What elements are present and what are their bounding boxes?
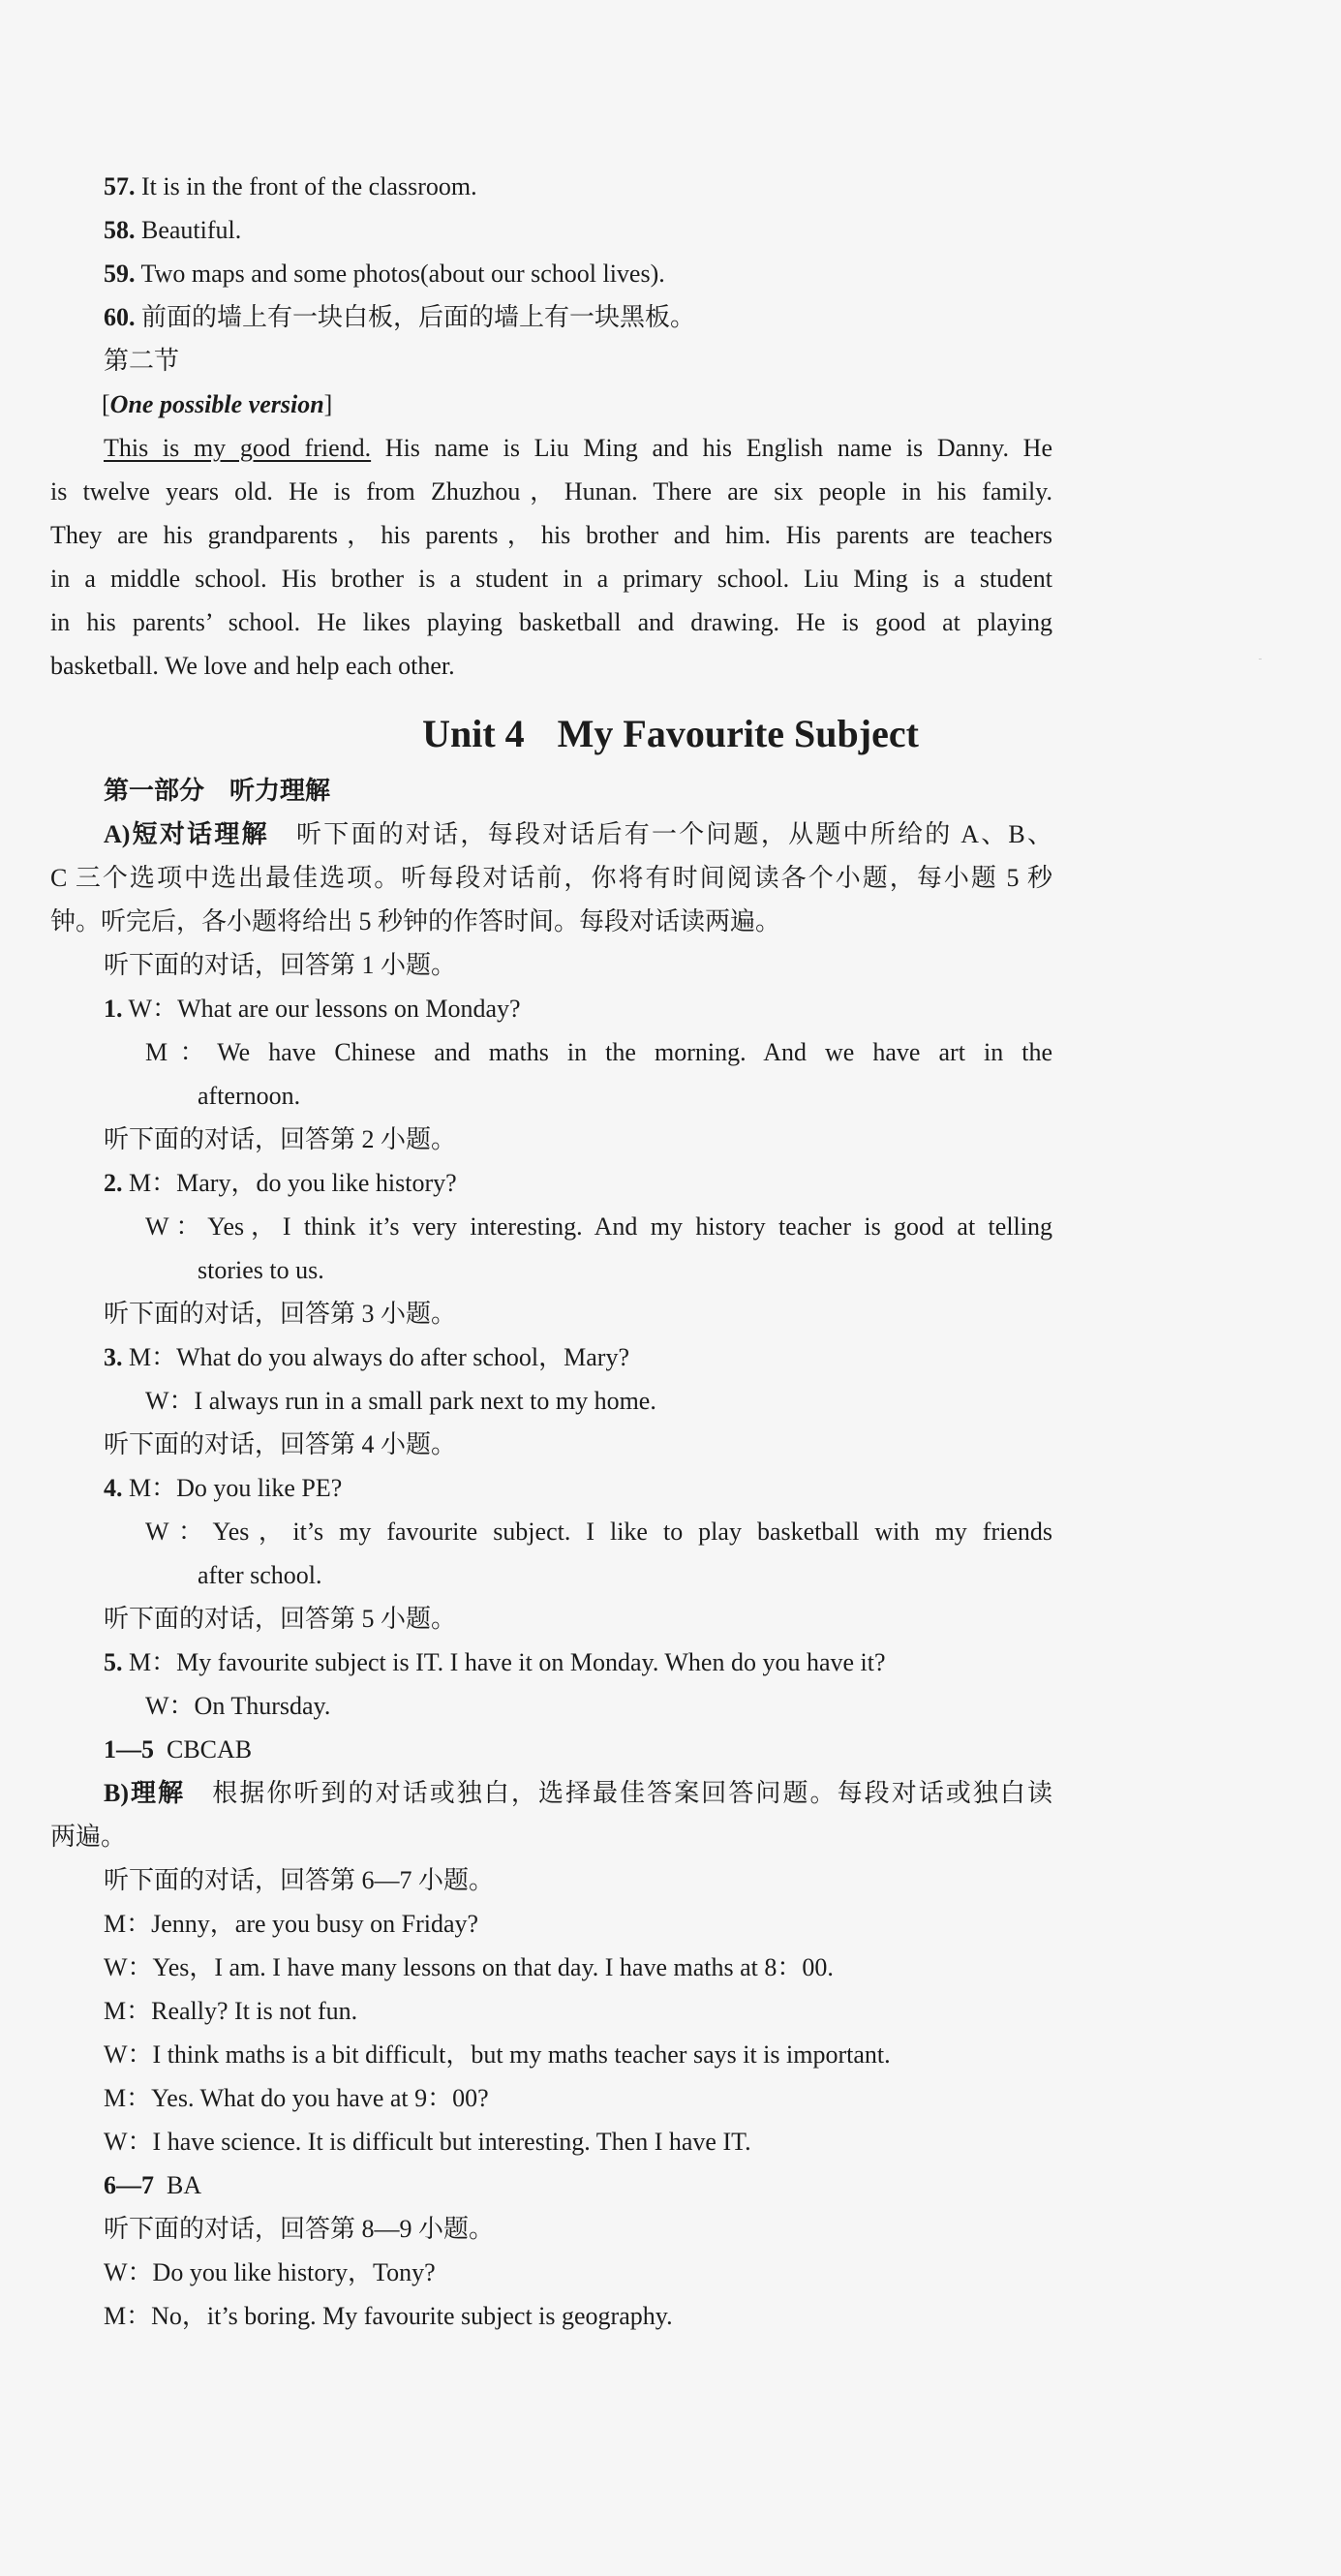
- answer-letters: BA: [167, 2171, 202, 2199]
- section-a-label: A)短对话理解: [104, 820, 269, 848]
- speaker: W：: [104, 2040, 153, 2069]
- essay-line-2: [50, 475, 1052, 508]
- question-number: 4.: [104, 1474, 123, 1502]
- version-text: One possible version: [109, 390, 324, 418]
- answer-text: Beautiful.: [141, 216, 242, 244]
- essay-text: in his parents’ school. He likes playing basketball and drawing. He is good at playing: [50, 608, 1052, 636]
- section-a-text: C 三个选项中选出最佳选项。听每段对话前，你将有时间阅读各个小题，每小题 5 秒: [50, 864, 1052, 892]
- section-b-text: 根据你听到的对话或独白，选择最佳答案回答问题。每段对话或独白读: [185, 1779, 1052, 1807]
- essay-text: is twelve years old. He is from Zhuzhou，Hunan. There are six people in his family.: [50, 477, 1052, 506]
- conv-6-7-line: [104, 2082, 489, 2115]
- dialogue-text: We have Chinese and maths in the morning. And we have art in the: [217, 1038, 1053, 1066]
- essay-line-6: basketball. We love and help each other.: [50, 652, 455, 680]
- speaker: M：: [104, 2302, 152, 2330]
- listen-prompt-8-9: 听下面的对话，回答第 8—9 小题。: [104, 2215, 495, 2243]
- answers-1-5: [104, 1733, 252, 1766]
- dialogue-text: Yes. What do you have at 9：00?: [151, 2084, 489, 2112]
- dialogue-text: On Thursday.: [194, 1692, 331, 1720]
- speaker: W：: [145, 1692, 195, 1720]
- dialogue-4-line-2: [145, 1516, 1052, 1549]
- listen-prompt-4: 听下面的对话，回答第 4 小题。: [104, 1430, 457, 1458]
- answer-range: 1—5: [104, 1735, 154, 1763]
- essay-underlined-sentence: This is my good friend.: [104, 434, 372, 462]
- answers-6-7: [104, 2169, 201, 2202]
- listen-prompt-6-7: 听下面的对话，回答第 6—7 小题。: [104, 1866, 495, 1894]
- answer-60: [104, 301, 695, 334]
- answer-text: 前面的墙上有一块白板，后面的墙上有一块黑板。: [141, 303, 696, 331]
- version-label: [102, 388, 332, 421]
- dialogue-text: Do you like history，Tony?: [152, 2258, 436, 2286]
- speaker: M：: [104, 1910, 152, 1938]
- conv-6-7-line: [104, 2126, 751, 2159]
- dialogue-text: Really? It is not fun.: [151, 1997, 358, 2025]
- conv-8-9-line: [104, 2300, 673, 2333]
- dialogue-5-line-1: [104, 1646, 886, 1679]
- answer-range: 6—7: [104, 2171, 154, 2199]
- speaker: M：: [129, 1343, 177, 1371]
- dialogue-1-line-2: [145, 1036, 1052, 1069]
- dialogue-text: My favourite subject is IT. I have it on Monday. When do you have it?: [176, 1648, 886, 1676]
- answer-number: 60.: [104, 303, 136, 331]
- listen-prompt-2: 听下面的对话，回答第 2 小题。: [104, 1125, 457, 1153]
- dialogue-4-line-1: [104, 1472, 342, 1505]
- answer-text: Two maps and some photos(about our school lives).: [140, 260, 665, 288]
- dialogue-2-line-1: [104, 1167, 457, 1200]
- dialogue-text: Yes，it’s my favourite subject. I like to play basketball with my friends: [212, 1518, 1052, 1546]
- dialogue-text: Do you like PE?: [176, 1474, 343, 1502]
- dialogue-4-line-3: after school.: [198, 1561, 322, 1589]
- section-two-heading: 第二节: [104, 347, 180, 375]
- answer-number: 58.: [104, 216, 136, 244]
- listen-prompt-5: 听下面的对话，回答第 5 小题。: [104, 1605, 457, 1633]
- dialogue-text: What do you always do after school，Mary?: [176, 1343, 629, 1371]
- essay-text: They are his grandparents，his parents，his brother and him. His parents are teachers: [50, 521, 1052, 549]
- speaker: M：: [129, 1169, 177, 1197]
- unit-label: Unit 4: [422, 712, 525, 755]
- speaker: W：: [104, 2258, 153, 2286]
- essay-text: in a middle school. His brother is a student in a primary school. Liu Ming is a student: [50, 565, 1052, 593]
- section-a-line-3: 钟。听完后，各小题将给出 5 秒钟的作答时间。每段对话读两遍。: [50, 907, 781, 935]
- speaker: W：: [104, 2128, 153, 2156]
- dialogue-text: I have science. It is difficult but interesting. Then I have IT.: [152, 2128, 751, 2156]
- unit-title: [0, 710, 1341, 758]
- dialogue-3-line-2: [145, 1385, 656, 1418]
- conv-6-7-line: [104, 1951, 834, 1984]
- bracket-close: ]: [323, 390, 333, 418]
- essay-text: His name is Liu Ming and his English name is Danny. He: [371, 434, 1052, 462]
- answer-number: 59.: [104, 260, 136, 288]
- dialogue-5-line-2: [145, 1690, 330, 1723]
- speaker: W：: [128, 995, 178, 1023]
- part-one-heading: 第一部分 听力理解: [104, 777, 331, 805]
- answer-number: 57.: [104, 172, 136, 200]
- conv-8-9-line: [104, 2256, 436, 2289]
- speaker: M：: [104, 2084, 152, 2112]
- essay-line-3: [50, 519, 1052, 552]
- question-number: 2.: [104, 1169, 123, 1197]
- question-number: 3.: [104, 1343, 123, 1371]
- answer-58: [104, 214, 241, 247]
- dialogue-text: What are our lessons on Monday?: [177, 995, 521, 1023]
- section-a-text: 听下面的对话，每段对话后有一个问题，从题中所给的 A、B、: [268, 820, 1052, 848]
- essay-line-4: [50, 563, 1052, 596]
- section-a-line-2: [50, 862, 1052, 895]
- conv-6-7-line: [104, 2039, 891, 2071]
- speaker: M：: [145, 1038, 218, 1066]
- answer-letters: CBCAB: [167, 1735, 253, 1763]
- dialogue-text: Mary，do you like history?: [176, 1169, 457, 1197]
- speaker: W：: [145, 1212, 208, 1241]
- essay-line-1: [104, 432, 1052, 465]
- speaker: W：: [145, 1387, 195, 1415]
- dialogue-2-line-2: [145, 1211, 1052, 1243]
- dialogue-3-line-1: [104, 1341, 629, 1374]
- bracket-open: [: [102, 390, 110, 418]
- speaker: W：: [145, 1518, 213, 1546]
- speaker: W：: [104, 1953, 153, 1981]
- question-number: 1.: [104, 995, 123, 1023]
- listen-prompt-1: 听下面的对话，回答第 1 小题。: [104, 951, 457, 979]
- dialogue-2-line-3: stories to us.: [198, 1256, 324, 1284]
- dialogue-text: Jenny，are you busy on Friday?: [151, 1910, 479, 1938]
- conv-6-7-line: [104, 1995, 357, 2028]
- dialogue-text: Yes，I think it’s very interesting. And my history teacher is good at telling: [207, 1212, 1052, 1241]
- section-b-line-1: [104, 1777, 1052, 1810]
- dialogue-text: Yes，I am. I have many lessons on that day. I have maths at 8：00.: [152, 1953, 834, 1981]
- answer-59: [104, 258, 665, 291]
- dialogue-text: No，it’s boring. My favourite subject is geography.: [151, 2302, 673, 2330]
- answer-57: [104, 170, 477, 203]
- dialogue-text: I always run in a small park next to my home.: [194, 1387, 656, 1415]
- section-a-line-1: [104, 818, 1052, 851]
- speaker: M：: [129, 1474, 177, 1502]
- dialogue-text: I think maths is a bit difficult，but my maths teacher says it is important.: [152, 2040, 891, 2069]
- section-b-label: B)理解: [104, 1779, 186, 1807]
- answer-text: It is in the front of the classroom.: [141, 172, 477, 200]
- unit-subject: My Favourite Subject: [557, 712, 919, 755]
- speaker: M：: [129, 1648, 177, 1676]
- question-number: 5.: [104, 1648, 123, 1676]
- dialogue-1-line-1: [104, 993, 521, 1026]
- section-b-line-2: 两遍。: [50, 1823, 127, 1851]
- speaker: M：: [104, 1997, 152, 2025]
- conv-6-7-line: [104, 1908, 478, 1941]
- listen-prompt-3: 听下面的对话，回答第 3 小题。: [104, 1300, 457, 1328]
- essay-line-5: [50, 606, 1052, 639]
- dialogue-1-line-3: afternoon.: [198, 1082, 301, 1110]
